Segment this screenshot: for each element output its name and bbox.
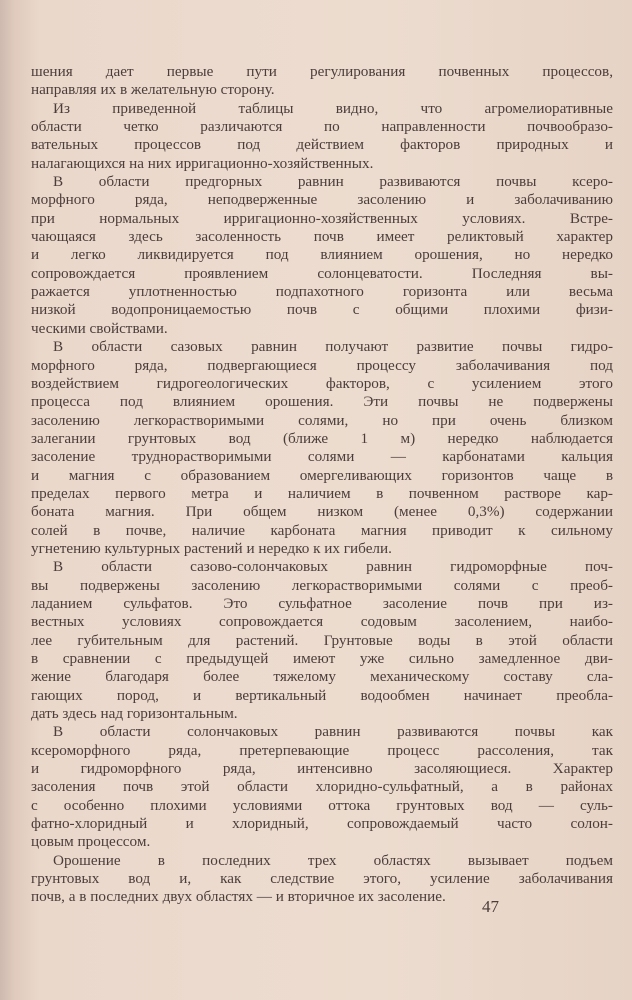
text-line: в сравнении с предыдущей имеют уже сильно замедленное дви-: [31, 650, 613, 667]
text-line: солей в почве, наличие карбоната магния приводит к сильному: [31, 521, 613, 539]
text-line: залегании грунтовых вод (ближе 1 м) нередко наблюдается: [31, 429, 613, 447]
text-line: гающих пород, и вертикальный водообмен начинает преобла-: [31, 686, 613, 704]
text-line: ческими свойствами.: [31, 319, 168, 337]
text-line: угнетению культурных растений и нередко к их гибели.: [31, 539, 392, 557]
text-line: ксероморфного ряда, претерпевающие процесс рассоления, так: [31, 741, 613, 759]
text-line: засоления почв этой области хлоридно-сульфатный, а в районах: [31, 778, 613, 796]
text-line: засоление труднорастворимыми солями — карбонатами кальция: [31, 448, 613, 466]
paragraph: [31, 852, 613, 907]
paragraph: [31, 558, 613, 723]
text-line: сопровождается проявлением солонцеватости. Последняя вы-: [31, 264, 613, 282]
text-line: вы подвержены засолению легкорастворимыми солями с преоб-: [31, 576, 613, 594]
text-line: В области предгорных равнин развиваются почвы ксеро-: [53, 173, 613, 191]
page-body: [31, 63, 613, 907]
text-line: морфного ряда, подвергающиеся процессу заболачивания под: [31, 356, 613, 374]
paragraph: [31, 173, 613, 338]
text-line: засолению легкорастворимыми солями, но при очень близком: [31, 411, 613, 429]
text-line: морфного ряда, неподверженные засолению и заболачиванию: [31, 191, 613, 209]
text-line: направляя их в желательную сторону.: [31, 81, 275, 99]
paragraph: [31, 63, 613, 100]
page-number: 47: [482, 897, 499, 916]
text-line: почв, а в последних двух областях — и вторичное их засоление.: [31, 888, 446, 906]
text-line: шения дает первые пути регулирования почвенных процессов,: [31, 63, 613, 80]
text-line: дать здесь над горизонтальным.: [31, 705, 238, 723]
text-line: В области сазовых равнин получают развитие почвы гидро-: [53, 338, 613, 356]
text-line: налагающихся на них ирригационно-хозяйственных.: [31, 154, 374, 172]
text-line: В области солончаковых равнин развиваются почвы как: [53, 723, 613, 741]
text-line: низкой водопроницаемостью почв с общими плохими физи-: [31, 301, 613, 319]
text-line: жение благодаря более тяжелому механическому составу сла-: [31, 668, 613, 686]
text-line: чающаяся здесь засоленность почв имеет реликтовый характер: [31, 228, 613, 246]
text-line: вестных условиях сопровождается содовым засолением, наибо-: [31, 613, 613, 631]
text-line: и легко ликвидируется под влиянием орошения, но нередко: [31, 246, 613, 264]
text-line: и гидроморфного ряда, интенсивно засоляющиеся. Характер: [31, 760, 613, 778]
text-line: при нормальных ирригационно-хозяйственных условиях. Встре-: [31, 209, 613, 227]
text-line: вательных процессов под действием факторов природных и: [31, 136, 613, 154]
text-line: воздействием гидрогеологических факторов, с усилением этого: [31, 374, 613, 392]
text-line: Из приведенной таблицы видно, что агромелиоративные: [53, 99, 613, 117]
text-line: с особенно плохими условиями оттока грунтовых вод — суль-: [31, 796, 613, 814]
text-line: пределах первого метра и наличием в почвенном растворе кар-: [31, 484, 613, 502]
text-line: и магния с образованием омергеливающих горизонтов чаще в: [31, 466, 613, 484]
text-line: лее губительным для растений. Грунтовые воды в этой области: [31, 631, 613, 649]
paragraph: [31, 100, 613, 173]
text-line: Орошение в последних трех областях вызывает подъем: [53, 851, 613, 869]
text-line: процесса под влиянием орошения. Эти почвы не подвержены: [31, 393, 613, 411]
text-line: области четко различаются по направленности почвообразо-: [31, 118, 613, 136]
text-line: цовым процессом.: [31, 833, 151, 851]
text-line: фатно-хлоридный и хлоридный, сопровождаемый часто солон-: [31, 815, 613, 833]
text-line: В области сазово-солончаковых равнин гидроморфные поч-: [53, 558, 613, 576]
paragraph: [31, 338, 613, 558]
paragraph: [31, 723, 613, 851]
text-line: ладанием сульфатов. Это сульфатное засоление почв при из-: [31, 594, 613, 612]
text-line: боната магния. При общем низком (менее 0,3%) содержании: [31, 503, 613, 521]
text-line: грунтовых вод и, как следствие этого, усиление заболачивания: [31, 870, 613, 888]
text-line: ражается уплотненностью подпахотного горизонта или весьма: [31, 283, 613, 301]
